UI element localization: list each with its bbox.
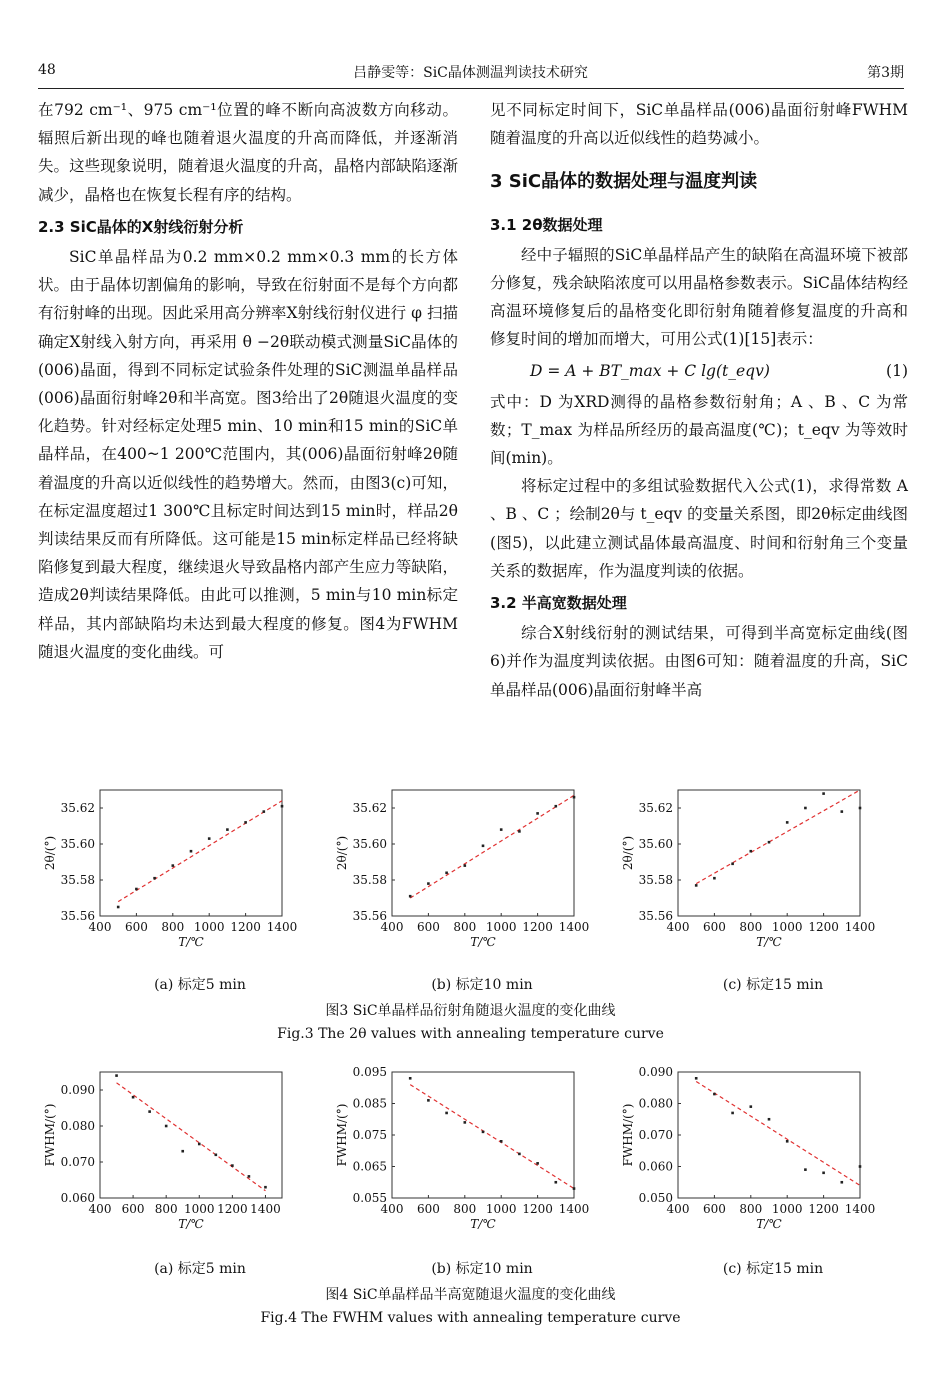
- y-tick-label: 35.60: [638, 837, 673, 851]
- x-tick-label: 400: [380, 1202, 404, 1216]
- x-tick-label: 1000: [485, 920, 517, 934]
- x-tick-label: 1400: [844, 920, 876, 934]
- issue-label: 第3期: [867, 65, 904, 81]
- data-point: [500, 1140, 503, 1143]
- y-tick-label: 0.090: [60, 1083, 95, 1097]
- data-point: [555, 805, 558, 808]
- data-point: [215, 1154, 218, 1157]
- paragraph: 经中子辐照的SiC单晶样品产生的缺陷在高温环境下被部分修复，残余缺陷浓度可以用晶格参数表示。SiC晶体结构经高温环境修复后的晶格变化即衍射角随着修复温度的升高和修复时间的增加而增大，可用公式(1)[15]表示：: [490, 245, 908, 349]
- x-axis-label: T/℃: [470, 935, 496, 949]
- y-tick-label: 0.060: [60, 1191, 95, 1205]
- data-point: [148, 1110, 151, 1113]
- x-axis-label: T/℃: [756, 935, 782, 949]
- data-point: [750, 850, 753, 853]
- data-point: [445, 872, 448, 875]
- left-column: [38, 96, 458, 666]
- data-point: [263, 810, 266, 813]
- y-tick-label: 35.62: [638, 801, 673, 815]
- y-tick-label: 0.055: [352, 1191, 387, 1205]
- data-point: [768, 1118, 771, 1121]
- data-point: [573, 796, 576, 799]
- paragraph: 见不同标定时间下，SiC单晶样品(006)晶面衍射峰FWHM随着温度的升高以近似线性的趋势减小。: [490, 101, 908, 148]
- header-rule: [38, 88, 904, 89]
- data-point: [165, 1125, 168, 1128]
- x-axis-label: T/℃: [756, 1217, 782, 1231]
- data-point: [804, 807, 807, 810]
- fit-line: [696, 1081, 860, 1185]
- fig3c-subcaption: (c) 标定15 min: [722, 977, 824, 993]
- x-tick-label: 1200: [522, 1202, 553, 1216]
- x-tick-label: 1200: [217, 1202, 248, 1216]
- section-heading-3: 3 SiC晶体的数据处理与温度判读: [490, 171, 758, 193]
- y-tick-label: 35.58: [352, 873, 387, 887]
- data-point: [695, 884, 698, 887]
- equation-number: (1): [886, 361, 908, 380]
- data-point: [427, 882, 430, 885]
- fig3-caption-en: Fig.3 The 2θ values with annealing temperature curve: [277, 1026, 664, 1042]
- data-point: [445, 1112, 448, 1115]
- x-tick-label: 1200: [808, 1202, 839, 1216]
- data-point: [822, 1172, 825, 1175]
- data-point: [244, 821, 247, 824]
- data-point: [482, 1131, 485, 1134]
- data-point: [841, 810, 844, 813]
- x-tick-label: 600: [702, 920, 726, 934]
- y-tick-label: 35.56: [638, 909, 673, 923]
- data-point: [841, 1181, 844, 1184]
- data-point: [248, 1175, 251, 1178]
- fig3b-subcaption: (b) 标定10 min: [431, 977, 533, 993]
- data-point: [859, 807, 862, 810]
- section-heading-3-1: 3.1 2θ数据处理: [490, 215, 603, 234]
- y-tick-label: 35.62: [352, 801, 387, 815]
- paragraph: 将标定过程中的多组试验数据代入公式(1)，求得常数 A 、B 、C ；绘制2θ与 t_eqv 的变量关系图，即2θ标定曲线图(图5)，以此建立测试晶体最高温度、时间和衍射角三个变量关系的数据库，作为温度判读的依据。: [490, 477, 908, 580]
- data-point: [536, 1162, 539, 1165]
- data-point: [264, 1186, 267, 1189]
- y-tick-label: 0.050: [638, 1191, 673, 1205]
- data-point: [482, 845, 485, 848]
- fit-line: [117, 1083, 266, 1191]
- paragraph: SiC单晶样品为0.2 mm×0.2 mm×0.3 mm的长方体状。由于晶体切割偏角的影响，导致在衍射面不是每个方向都有衍射峰的出现。因此采用高分辨率X射线衍射仪进行 φ 扫描确定X射线入射方向，再采用 θ −2θ联动模式测量SiC晶体的(006)晶面，得到不同标定试验条件处理的SiC测温单晶样品(006)晶面衍射峰2θ和半高宽。图3给出了2θ随退火温度的变化趋势。针对经标定处理5 min、10 min和15 min的SiC单晶样品，在400~1 200℃范围内，其(006)晶面衍射峰2θ随着温度的升高以近似线性的趋势增大。然而，由图3(c)可知，在标定温度超过1 300℃且标定时间达到15 min时，样品2θ判读结果反而有所降低。这可能是15 min标定样品已经将缺陷修复到最大程度，继续退火导致晶格内部产生应力等缺陷，造成2θ判读结果降低。由此可以推测，5 min与10 min标定样品，其内部缺陷均未达到最大程度的修复。图4为FWHM随退火温度的变化曲线。可: [38, 248, 458, 661]
- data-point: [731, 863, 734, 866]
- x-tick-label: 800: [453, 1202, 477, 1216]
- fig4-caption-cn: 图4 SiC单晶样品半高宽随退火温度的变化曲线: [325, 1287, 616, 1303]
- fit-line: [410, 795, 574, 898]
- y-tick-label: 0.060: [638, 1159, 673, 1174]
- fit-line: [410, 1085, 574, 1189]
- data-point: [198, 1143, 201, 1146]
- fig4a-plot: [38, 1064, 300, 1246]
- x-tick-label: 1200: [808, 920, 839, 934]
- x-tick-label: 600: [416, 920, 440, 934]
- x-tick-label: 1200: [522, 920, 553, 934]
- data-point: [153, 877, 156, 880]
- data-point: [117, 906, 120, 909]
- data-point: [695, 1077, 698, 1080]
- data-point: [555, 1181, 558, 1184]
- data-point: [190, 850, 193, 853]
- data-point: [768, 841, 771, 844]
- equation-body: D = A + BT_max + C lg(t_eqv): [530, 361, 770, 380]
- x-tick-label: 1400: [250, 1202, 281, 1216]
- data-point: [281, 805, 284, 808]
- x-tick-label: 400: [666, 1202, 690, 1216]
- fit-line: [696, 790, 860, 884]
- x-tick-label: 1400: [558, 1202, 590, 1216]
- data-point: [536, 812, 539, 815]
- data-point: [409, 1077, 412, 1080]
- x-tick-label: 1000: [771, 920, 803, 934]
- data-point: [135, 888, 138, 891]
- fig4-caption-en: Fig.4 The FWHM values with annealing temperature curve: [260, 1310, 681, 1326]
- x-tick-label: 800: [154, 1202, 178, 1216]
- y-tick-label: 0.085: [352, 1096, 387, 1111]
- data-point: [713, 877, 716, 880]
- plot-frame: [392, 1072, 574, 1198]
- data-point: [464, 864, 467, 867]
- y-tick-label: 0.075: [352, 1128, 387, 1142]
- right-column: [490, 96, 908, 704]
- paragraph: 式中：D 为XRD测得的晶格参数衍射角；A 、B 、C 为常数；T_max 为样品所经历的最高温度(℃)；t_eqv 为等效时间(min)。: [490, 392, 908, 468]
- y-tick-label: 0.080: [60, 1119, 95, 1133]
- data-point: [713, 1093, 716, 1096]
- y-axis-label: FWHM/(°): [43, 1103, 57, 1167]
- y-tick-label: 35.60: [352, 837, 387, 851]
- y-tick-label: 0.065: [352, 1159, 387, 1174]
- equation-1: [490, 354, 908, 388]
- x-tick-label: 1000: [771, 1202, 803, 1216]
- data-point: [573, 1187, 576, 1190]
- fig4c-plot: [616, 1064, 878, 1246]
- y-tick-label: 35.56: [352, 909, 387, 923]
- y-tick-label: 35.58: [638, 873, 673, 887]
- paragraph: 综合X射线衍射的测试结果，可得到半高宽标定曲线(图6)并作为温度判读依据。由图6可知：随着温度的升高，SiC单晶样品(006)晶面衍射峰半高: [490, 624, 908, 699]
- fig3c-plot: [616, 782, 878, 964]
- x-tick-label: 600: [121, 1202, 145, 1216]
- y-tick-label: 0.095: [352, 1065, 387, 1079]
- data-point: [822, 792, 825, 795]
- x-tick-label: 1000: [183, 1202, 215, 1216]
- y-axis-label: 2θ/(°): [335, 835, 349, 871]
- x-axis-label: T/℃: [178, 935, 204, 949]
- x-axis-label: T/℃: [470, 1217, 496, 1231]
- y-tick-label: 0.070: [638, 1128, 673, 1142]
- data-point: [427, 1099, 430, 1102]
- data-point: [518, 830, 521, 833]
- data-point: [731, 1112, 734, 1115]
- fig4c-subcaption: (c) 标定15 min: [722, 1261, 824, 1277]
- fig3b-plot: [330, 782, 592, 964]
- plot-frame: [100, 790, 282, 916]
- x-tick-label: 600: [416, 1202, 440, 1216]
- y-axis-label: FWHM/(°): [335, 1103, 349, 1167]
- x-tick-label: 1000: [485, 1202, 517, 1216]
- y-tick-label: 0.090: [638, 1065, 673, 1079]
- y-tick-label: 35.62: [60, 801, 95, 815]
- fig4a-subcaption: (a) 标定5 min: [154, 1261, 246, 1277]
- data-point: [132, 1096, 135, 1099]
- x-tick-label: 800: [739, 920, 763, 934]
- y-tick-label: 35.56: [60, 909, 95, 923]
- x-tick-label: 1400: [844, 1202, 876, 1216]
- x-tick-label: 400: [88, 920, 112, 934]
- data-point: [804, 1168, 807, 1171]
- data-point: [750, 1105, 753, 1108]
- x-tick-label: 400: [666, 920, 690, 934]
- data-point: [172, 864, 175, 867]
- paragraph: 在792 cm⁻¹、975 cm⁻¹位置的峰不断向高波数方向移动。辐照后新出现的峰也随着退火温度的升高而降低，并逐渐消失。这些现象说明，随着退火温度的升高，晶格内部缺陷逐渐减少，晶格也在恢复长程有序的结构。: [38, 101, 458, 204]
- plot-frame: [100, 1072, 282, 1198]
- fig3a-plot: [38, 782, 300, 964]
- x-tick-label: 1200: [230, 920, 261, 934]
- x-tick-label: 800: [161, 920, 185, 934]
- plot-frame: [678, 790, 860, 916]
- x-tick-label: 800: [739, 1202, 763, 1216]
- x-tick-label: 600: [702, 1202, 726, 1216]
- x-tick-label: 1400: [558, 920, 590, 934]
- x-axis-label: T/℃: [178, 1217, 204, 1231]
- data-point: [786, 821, 789, 824]
- x-tick-label: 400: [380, 920, 404, 934]
- data-point: [859, 1165, 862, 1168]
- data-point: [409, 895, 412, 898]
- data-point: [500, 828, 503, 831]
- y-axis-label: FWHM/(°): [621, 1103, 635, 1167]
- fig4b-subcaption: (b) 标定10 min: [431, 1261, 533, 1277]
- data-point: [786, 1140, 789, 1143]
- y-tick-label: 0.080: [638, 1096, 673, 1111]
- data-point: [231, 1164, 234, 1167]
- running-title: 吕静雯等：SiC晶体测温判读技术研究: [353, 65, 588, 81]
- data-point: [115, 1074, 118, 1077]
- page-number: 48: [38, 62, 56, 78]
- x-tick-label: 1000: [193, 920, 225, 934]
- data-point: [226, 828, 229, 831]
- data-point: [208, 837, 211, 840]
- fig4b-plot: [330, 1064, 592, 1246]
- data-point: [464, 1121, 467, 1124]
- y-axis-label: 2θ/(°): [43, 835, 57, 871]
- fig3-caption-cn: 图3 SiC单晶样品衍射角随退火温度的变化曲线: [325, 1003, 616, 1019]
- y-tick-label: 35.58: [60, 873, 95, 887]
- data-point: [181, 1150, 184, 1153]
- y-axis-label: 2θ/(°): [621, 835, 635, 871]
- x-tick-label: 1400: [266, 920, 298, 934]
- y-tick-label: 35.60: [60, 837, 95, 851]
- fig3a-subcaption: (a) 标定5 min: [154, 977, 246, 993]
- y-tick-label: 0.070: [60, 1155, 95, 1169]
- section-heading-3-2: 3.2 半高宽数据处理: [490, 594, 627, 613]
- data-point: [518, 1153, 521, 1156]
- x-tick-label: 600: [124, 920, 148, 934]
- plot-frame: [678, 1072, 860, 1198]
- x-tick-label: 400: [88, 1202, 112, 1216]
- fit-line: [118, 801, 282, 902]
- section-heading-2-3: 2.3 SiC晶体的X射线衍射分析: [38, 217, 244, 236]
- x-tick-label: 800: [453, 920, 477, 934]
